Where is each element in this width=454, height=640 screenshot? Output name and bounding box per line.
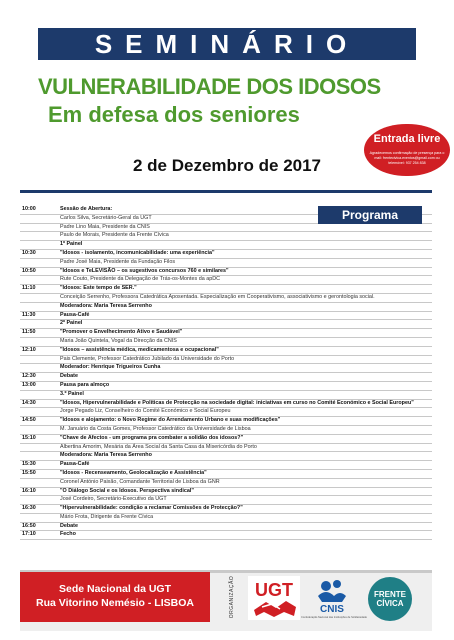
schedule-row <box>20 241 432 250</box>
schedule-row <box>20 294 432 303</box>
schedule-row <box>20 531 432 540</box>
schedule-row <box>20 320 432 329</box>
schedule-row <box>20 373 432 382</box>
schedule-row <box>20 347 432 356</box>
fc-logo-line-1: FRENTE <box>374 590 406 599</box>
schedule-row <box>20 338 432 347</box>
schedule-row <box>20 426 432 435</box>
schedule-text: José Cordeiro, Secretário-Executivo da UGT <box>60 496 167 503</box>
schedule-text: "Idosos, Hipervulnerabilidade e Políticas de Protecção na sociedade digital: iniciativas em curso no Comité Económico e Social Europeu" <box>60 399 414 406</box>
schedule-text: Mário Frota, Dirigente da Frente Cívica <box>60 513 154 520</box>
schedule-time: 14:50 <box>22 417 36 424</box>
schedule-time: 16:10 <box>22 487 36 494</box>
schedule-text: Pais Clemente, Professor Catedrático Jubilado da Universidade do Porto <box>60 355 235 362</box>
schedule-time: 10:00 <box>22 206 36 212</box>
schedule-text: Conceição Serrenho, Professora Catedrática Aposentada. Especialização em Cooperativismo, associativismo e gerontologia social. <box>60 293 375 300</box>
schedule-text: Pausa para almoço <box>60 381 110 388</box>
schedule-text: "Idosos: Este tempo de SER." <box>60 285 137 292</box>
schedule-row <box>20 276 432 285</box>
seminar-banner <box>38 28 416 60</box>
schedule-text: "Idosos - isolamento, incomunicabilidade: uma experiência" <box>60 249 215 256</box>
schedule-row <box>20 356 432 365</box>
schedule-text: "Idosos - Recenseamento, Geolocalização e Assistência" <box>60 469 207 476</box>
schedule-text: Moderadora: Maria Teresa Serrenho <box>60 302 152 309</box>
schedule-row <box>20 505 432 514</box>
schedule-time: 11:30 <box>22 311 36 318</box>
schedule-text: Rute Couto, Presidente da Delegação de Trás-os-Montes da apDC <box>60 276 221 283</box>
ugt-logo-text: UGT <box>255 580 293 600</box>
entry-badge-note: Agradecemos confirmação de presença para o mail: frentecivica.eventos@gmail.com ou telemóvel: 937 254 838 <box>369 151 445 165</box>
schedule-text: Padre Lino Maia, Presidente da CNIS <box>60 223 150 230</box>
page-subtitle: Em defesa dos seniores <box>48 102 300 127</box>
schedule-row <box>20 435 432 444</box>
schedule-row <box>20 250 432 259</box>
schedule-row <box>20 488 432 497</box>
schedule-row <box>20 303 432 312</box>
schedule-text: Jorge Pegado Liz, Conselheiro do Comité Económico e Social Europeu <box>60 408 231 415</box>
schedule-row <box>20 417 432 426</box>
schedule-text: "Idosos e TeLEVISÃO – os sugestivos concursos 760 e similares" <box>60 267 229 274</box>
schedule-row <box>20 329 432 338</box>
schedule-time: 15:10 <box>22 434 36 441</box>
organization-label <box>226 574 238 620</box>
schedule-time: 15:30 <box>22 461 36 468</box>
schedule-text: 3.º Painel <box>60 390 84 397</box>
program-label: Programa <box>318 206 422 224</box>
schedule-time: 15:50 <box>22 469 36 476</box>
schedule-row <box>20 285 432 294</box>
schedule-text: M. Januário da Costa Gomes, Professor Catedrático da Universidade de Lisboa <box>60 425 251 432</box>
cnis-figure-icon <box>321 581 331 591</box>
schedule-text: Debate <box>60 522 78 529</box>
schedule-row <box>20 232 432 241</box>
schedule-row <box>20 268 432 277</box>
schedule-text: Debate <box>60 373 78 380</box>
schedule-row <box>20 259 432 268</box>
schedule-text: Maria João Quintela, Vogal da Direcção da CNIS <box>60 337 177 344</box>
schedule-row <box>20 224 432 233</box>
schedule-text: 2º Painel <box>60 320 83 327</box>
schedule-row <box>20 400 432 409</box>
schedule-text: Pausa-Café <box>60 311 90 318</box>
schedule-text: Albertina Amorim, Mesária da Área Social da Santa Casa da Misericórdia do Porto <box>60 443 257 450</box>
cnis-logo-text: CNIS <box>320 604 344 615</box>
schedule-text: Pausa-Café <box>60 461 90 468</box>
schedule-row <box>20 452 432 461</box>
schedule-row <box>20 364 432 373</box>
schedule-text: Carlos Silva, Secretário-Geral da UGT <box>60 214 152 221</box>
schedule-text: "Promover o Envelhecimento Ativo e Saudável" <box>60 329 183 336</box>
schedule-row <box>20 312 432 321</box>
cnis-logo-subtitle: Confederação Nacional das Instituições de Solidariedade <box>301 616 367 619</box>
event-date: 2 de Dezembro de 2017 <box>132 156 322 175</box>
schedule-text: Fecho <box>60 531 76 538</box>
ugt-logo <box>246 574 306 624</box>
schedule-time: 13:00 <box>22 381 36 388</box>
schedule-row <box>20 496 432 505</box>
schedule-time: 16:50 <box>22 522 36 529</box>
frente-civica-logo <box>366 574 414 624</box>
schedule-row <box>20 444 432 453</box>
page-title: VULNERABILIDADE DOS IDOSOS <box>38 74 381 99</box>
schedule-row <box>20 408 432 417</box>
organization-text: ORGANIZAÇÃO <box>229 575 235 619</box>
cnis-logo <box>301 576 367 622</box>
schedule-row <box>20 382 432 391</box>
schedule-text: "O Diálogo Social e os Idosos. Perspectiva sindical" <box>60 487 194 494</box>
schedule-row <box>20 479 432 488</box>
schedule-table <box>20 206 432 556</box>
fc-logo-line-2: CÍVICA <box>376 599 404 608</box>
schedule-row <box>20 391 432 400</box>
schedule-time: 16:30 <box>22 505 36 512</box>
venue-line-1: Sede Nacional da UGT <box>58 583 172 595</box>
schedule-time: 12:10 <box>22 346 36 353</box>
schedule-text: Paulo de Morais, Presidente da Frente Cívica <box>60 232 169 239</box>
schedule-text: Sessão de Abertura: <box>60 206 113 212</box>
schedule-time: 11:50 <box>22 329 36 336</box>
schedule-text: "Idosos e alojamento: o Novo Regime do Arrendamento Urbano e suas modificações" <box>60 417 281 424</box>
divider <box>20 190 432 193</box>
schedule-time: 11:10 <box>22 285 36 292</box>
schedule-text: "Idosos – assistência médica, medicamentosa e ocupacional" <box>60 346 219 353</box>
schedule-time: 12:30 <box>22 373 36 380</box>
schedule-row <box>20 461 432 470</box>
schedule-time: 10:50 <box>22 267 36 274</box>
schedule-time: 10:30 <box>22 249 36 256</box>
banner-text: SEMINÁRIO <box>94 28 360 59</box>
schedule-text: "Hipervulnerabilidade: condição a reclamar Comissões de Protecção?" <box>60 505 243 512</box>
schedule-text: Moderadora: Maria Teresa Serrenho <box>60 452 152 459</box>
schedule-row <box>20 470 432 479</box>
schedule-text: Moderador: Henrique Trigueiros Cunha <box>60 364 161 371</box>
venue-line-2: Rua Vitorino Nemésio - LISBOA <box>36 597 194 609</box>
schedule-time: 14:30 <box>22 399 36 406</box>
schedule-text: 1º Painel <box>60 241 83 248</box>
schedule-text: Padre José Maia, Presidente da Fundação Filos <box>60 258 176 265</box>
schedule-row <box>20 523 432 532</box>
schedule-text: "Chave de Afectos - um programa pra combater a solidão dos idosos?" <box>60 434 244 441</box>
schedule-text: Coronel António Paixão, Comandante Territorial de Lisboa da GNR <box>60 478 220 485</box>
entry-badge-label: Entrada livre <box>373 133 441 145</box>
venue-box <box>20 572 210 622</box>
schedule-time: 17:10 <box>22 531 36 538</box>
schedule-row <box>20 514 432 523</box>
